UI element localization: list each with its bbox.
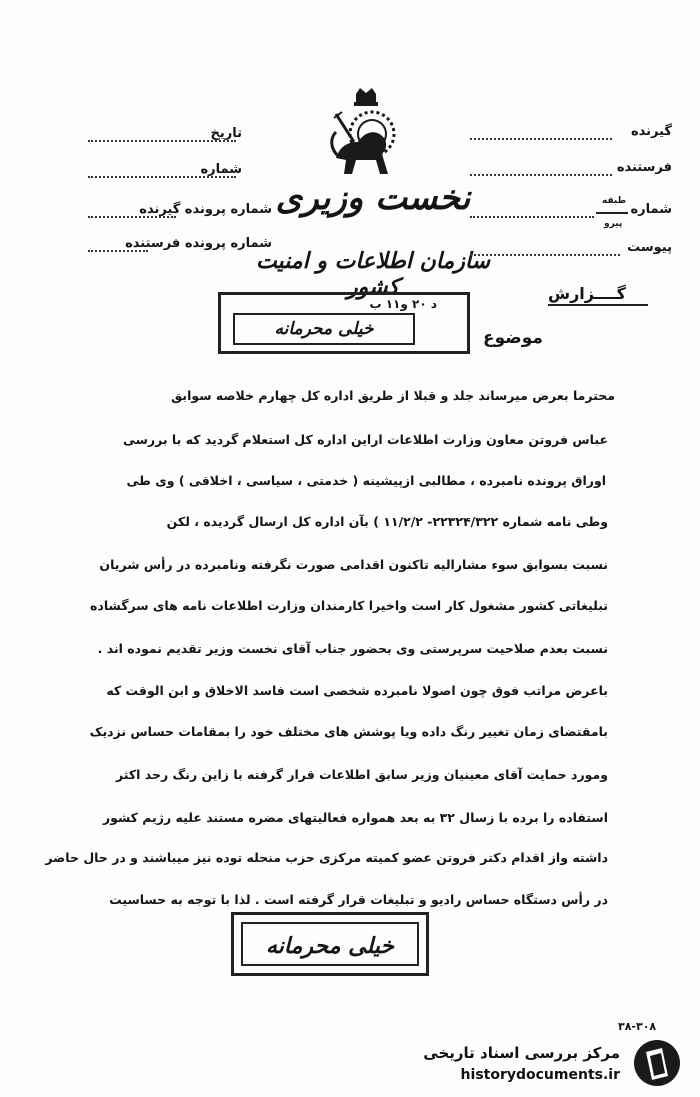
archive-logo-icon (632, 1038, 682, 1088)
body-line: استفاده را برده با زسال ۳۲ به بعد همواره فعالیتهای مضره مستند علیه رژیم کشور (102, 810, 608, 825)
classification-top: طبقه (602, 196, 627, 206)
report-label: گــــزارش (548, 284, 626, 303)
body-line: در رأس دستگاه حساس رادیو و تبلیغات قرار گرفته است . لذا با توجه به حساسیت (109, 892, 608, 907)
watermark-url: historydocuments.ir (460, 1067, 620, 1083)
watermark (418, 1030, 690, 1088)
body-line: اوراق پرونده نامبرده ، مطالبی ازپیشینه ( خدمتی ، سیاسی ، اخلاقی ) وی طی (126, 473, 606, 488)
field-sender-file-label: شماره پرونده فرستنده (125, 236, 272, 251)
body-line: ومورد حمایت آقای معینیان وزیر سابق اطلاعات قرار گرفته با زاین رنگ رحد اکثر (115, 767, 608, 782)
classification-divider (596, 212, 628, 214)
body-line: نسبت بعدم صلاحیت سرپرستی وی بحضور جناب آقای نخست وزیر تقدیم نموده اند . (97, 641, 608, 656)
stamp-big-text: خیلی محرمانه (241, 922, 419, 966)
field-receiver-file-label: شماره پرونده گیرنده (139, 202, 272, 217)
body-line: عباس فروتن معاون وزارت اطلاعات اراین اداره کل استعلام گردید که با بررسی (122, 432, 608, 447)
stamp-small-text: خیلی محرمانه (233, 313, 415, 345)
field-attachment-label: پیوست (627, 240, 672, 255)
classification-stamp-small (218, 292, 470, 354)
classification-stamp-large (231, 912, 429, 976)
field-sender-line (470, 174, 612, 176)
body-line: باعرض مراتب فوق چون اصولا نامبرده شخصی است فاسد الاخلاق و ابن الوقت که (106, 683, 608, 698)
field-ref-number-label: شماره (630, 202, 672, 217)
lion-and-sun-emblem-icon (326, 88, 406, 184)
field-receiver-file-line (88, 216, 176, 218)
document-code: ۳۸-۳۰۸ (618, 1020, 657, 1033)
stamp-code: د ۲۰ و۱۱ ب (369, 297, 437, 311)
field-date-label: تاریخ (210, 126, 242, 141)
field-date-line (88, 140, 236, 142)
field-sender-file-line (88, 250, 148, 252)
body-line: بامقتضای زمان تغییر رنگ داده ویا پوشش های مختلف خود را بمقامات حساس نزدیک (89, 724, 608, 739)
classification-bottom: پیرو (604, 219, 623, 229)
field-ref-number-line (470, 216, 594, 218)
body-line: نسبت بسوابق سوء مشارالیه تاکنون اقدامی صورت نگرفته ونامبرده در رأس شریان (99, 557, 608, 572)
field-sender-label: فرستنده (616, 160, 672, 175)
field-recipient-line (470, 138, 612, 140)
field-number-line (88, 176, 236, 178)
body-line: محترما بعرض میرساند جلد و قبلا از طریق اداره کل چهارم خلاصه سوابق (171, 388, 615, 403)
field-attachment-line (470, 254, 620, 256)
field-number-label: شماره (200, 162, 242, 177)
document-title: نخست وزیری (275, 178, 471, 218)
field-recipient-label: گیرنده (630, 124, 672, 139)
body-line: داشته واز اقدام دکتر فروتن عضو کمیته مرکزی حزب منحله توده نیز میباشند و در حال حاضر (45, 850, 608, 865)
body-line: وطی نامه شماره ۲۲۳۲۴/۳۲۲- ۱۱/۲/۲ ) بآن اداره کل ارسال گردیده ، لکن (166, 514, 608, 529)
body-line: تبلیغاتی کشور مشغول کار است واخیرا کارمندان وزارت اطلاعات نامه های سرگشاده (90, 598, 608, 613)
subject-label: موضوع (483, 328, 543, 348)
watermark-title: مرکز بررسی اسناد تاریخی (423, 1044, 620, 1062)
report-underline (548, 304, 648, 306)
document-subtitle: سازمان اطلاعات و امنیت کشور (255, 248, 491, 300)
